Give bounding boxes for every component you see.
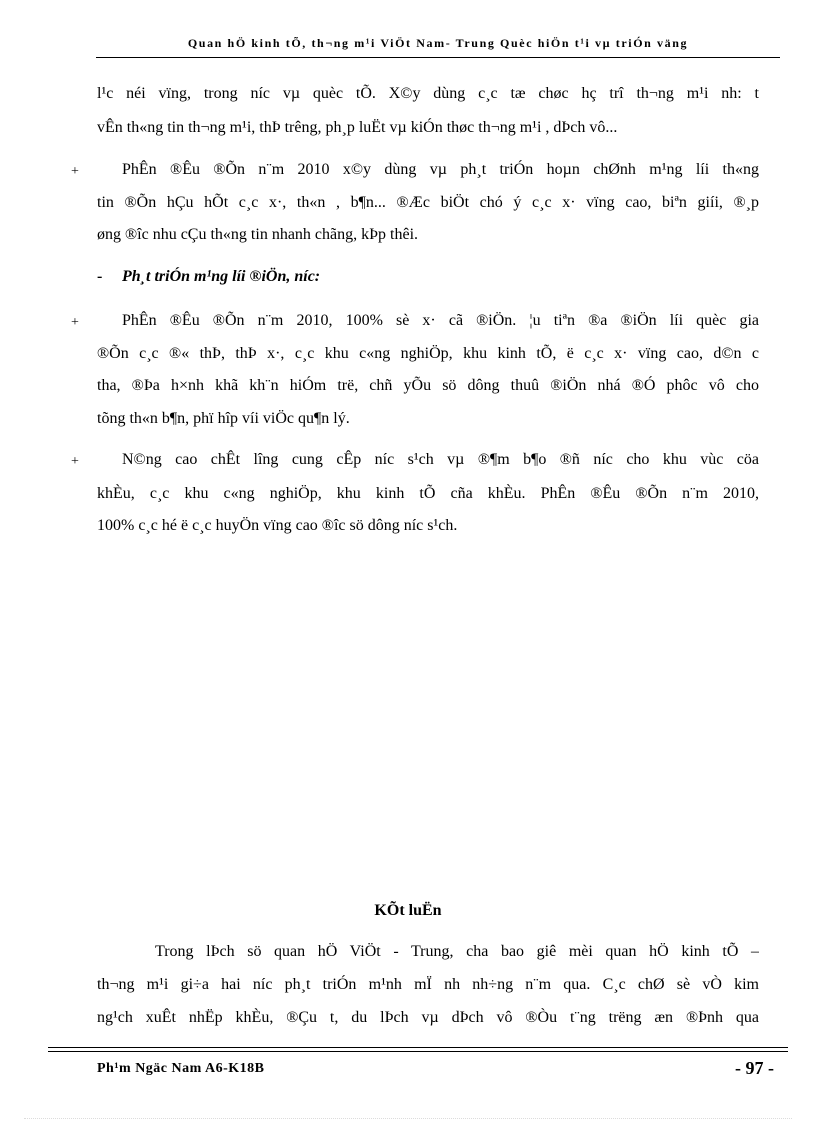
- subheading: Ph¸t triÓn m¹ng líi ®iÖn, níc:: [122, 268, 321, 285]
- paragraph-3-line-2: ®Õn c¸c ®« thÞ, thÞ x·, c¸c khu c«ng nghiÖp, khu kinh tÕ, ë c¸c x· vïng cao, d©n c: [97, 345, 759, 362]
- paragraph-1-line-2: vÊn th«ng tin th¬ng m¹i, thÞ trêng, ph¸p luËt vµ kiÓn thøc th¬ng m¹i , dÞch vô...: [97, 119, 618, 136]
- running-header-title: Quan hÖ kinh tÕ, th¬ng m¹i ViÖt Nam- Trung Quèc hiÖn t¹i vµ triÓn väng: [187, 36, 689, 50]
- paragraph-2-line-2: tin ®Õn hÇu hÕt c¸c x·, th«n , b¶n... ®Æc biÖt chó ý c¸c x· vïng cao, biªn giíi, ®¸p: [97, 194, 759, 211]
- section-title: KÕt luËn: [374, 902, 442, 919]
- page-number: - 97 -: [735, 1058, 774, 1078]
- paragraph-5-line-2: th¬ng m¹i gi÷a hai níc ph¸t triÓn m¹nh mÏ nh nh÷ng n¨m qua. C¸c chØ sè vÒ kim: [97, 976, 759, 993]
- paragraph-3-line-4: tõng th«n b¶n, phï hîp víi viÖc qu¶n lý.: [97, 410, 350, 427]
- paragraph-2-line-1: PhÊn ®Êu ®Õn n¨m 2010 x©y dùng vµ ph¸t triÓn hoµn chØnh m¹ng líi th«ng: [122, 161, 759, 178]
- bullet-marker: +: [71, 164, 79, 179]
- paragraph-2-line-3: øng ®îc nhu cÇu th«ng tin nhanh chãng, kÞp thêi.: [97, 226, 419, 243]
- footer-rule-top: [48, 1047, 788, 1048]
- footer-rule-bottom: [48, 1051, 788, 1052]
- dash-marker: -: [97, 268, 103, 285]
- paragraph-4-line-3: 100% c¸c hé ë c¸c huyÖn vïng cao ®îc sö dông níc s¹ch.: [97, 517, 458, 534]
- bullet-marker: +: [71, 454, 79, 469]
- paragraph-5-line-3: ng¹ch xuÊt nhËp khÈu, ®Çu t, du lÞch vµ dÞch vô ®Òu t¨ng trëng æn ®Þnh qua: [97, 1009, 759, 1026]
- paragraph-5-line-1: Trong lÞch sö quan hÖ ViÖt - Trung, cha bao giê mèi quan hÖ kinh tÕ –: [155, 943, 759, 960]
- header-rule: [96, 57, 780, 58]
- paragraph-3-line-1: PhÊn ®Êu ®Õn n¨m 2010, 100% sè x· cã ®iÖn. ¦u tiªn ®a ®iÖn líi quèc gia: [122, 312, 759, 329]
- paragraph-4-line-2: khÈu, c¸c khu c«ng nghiÖp, khu kinh tÕ cña khÈu. PhÊn ®Êu ®Õn n¨m 2010,: [97, 485, 759, 502]
- page-bottom-edge: [24, 1118, 792, 1119]
- bullet-marker: +: [71, 315, 79, 330]
- paragraph-3-line-3: tha, ®Þa h×nh khã kh¨n hiÓm trë, chñ yÕu sö dông thuû ®iÖn nhá ®Ó phôc vô cho: [97, 377, 759, 394]
- footer-author: Ph¹m Ngäc Nam A6-K18B: [97, 1061, 265, 1076]
- paragraph-4-line-1: N©ng cao chÊt lîng cung cÊp níc s¹ch vµ ®¶m b¶o ®ñ níc cho khu vùc cöa: [122, 451, 759, 468]
- paragraph-1-line-1: l¹c néi vïng, trong níc vµ quèc tÕ. X©y dùng c¸c tæ chøc hç trî th¬ng m¹i nh: t: [97, 85, 759, 102]
